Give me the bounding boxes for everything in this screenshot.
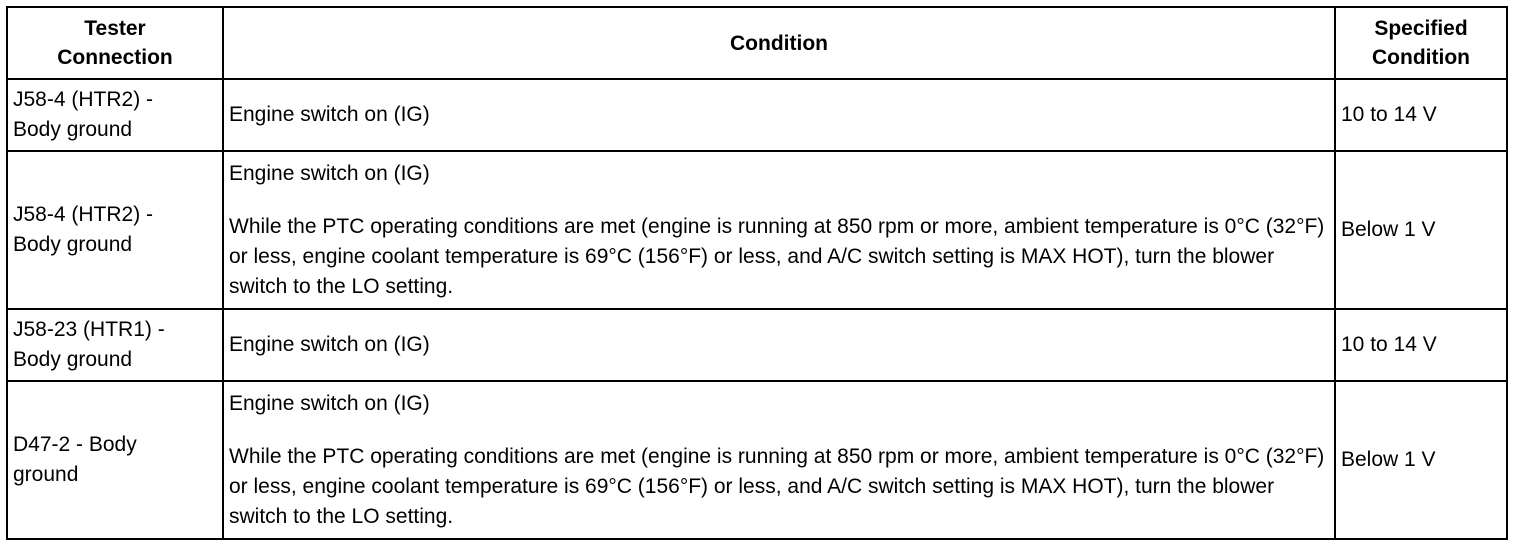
tester-connection-cell [7, 309, 223, 381]
tester-connection-line: ground [13, 463, 79, 486]
specified-condition-cell: 10 to 14 V [1335, 309, 1507, 381]
condition-text: While the PTC operating conditions are met (engine is running at 850 rpm or more, ambient temperature is 0°C (32°F) or less, engine coolant temperature is 69°C (156°F) or less, and A/C switch setting is MAX HOT), turn the blower switch to the LO setting. [229, 444, 1325, 528]
header-row [7, 7, 1507, 79]
header-specified-condition-line: Condition [1372, 46, 1470, 69]
header-condition: Condition [223, 7, 1335, 79]
tester-connection-cell [7, 381, 223, 539]
tester-connection-line: J58-23 (HTR1) - [13, 318, 165, 341]
specified-condition-cell: Below 1 V [1335, 381, 1507, 539]
condition-text: Engine switch on (IG) [229, 103, 430, 126]
tester-connection-line: J58-4 (HTR2) - [13, 88, 154, 111]
condition-text: Engine switch on (IG) [229, 391, 430, 415]
tester-connection-line: J58-4 (HTR2) - [13, 203, 154, 226]
table-row [7, 381, 1507, 539]
header-specified-condition [1335, 7, 1507, 79]
condition-cell [223, 381, 1335, 539]
tester-connection-line: Body ground [13, 348, 133, 371]
specified-condition-cell: 10 to 14 V [1335, 79, 1507, 151]
header-tester-connection [7, 7, 223, 79]
tester-connection-line: Body ground [13, 118, 133, 141]
condition-cell [223, 309, 1335, 381]
tester-connection-line: Body ground [13, 233, 133, 256]
table-row [7, 309, 1507, 381]
condition-cell [223, 151, 1335, 309]
table-row [7, 79, 1507, 151]
tester-connection-cell [7, 79, 223, 151]
table-row [7, 151, 1507, 309]
condition-text: While the PTC operating conditions are met (engine is running at 850 rpm or more, ambient temperature is 0°C (32°F) or less, engine coolant temperature is 69°C (156°F) or less, and A/C switch setting is MAX HOT), turn the blower switch to the LO setting. [229, 214, 1325, 298]
header-tester-connection-line: Tester [84, 17, 146, 40]
tester-connection-line: D47-2 - Body [13, 433, 137, 456]
tester-connection-cell [7, 151, 223, 309]
spec-table [6, 6, 1508, 540]
header-specified-condition-line: Specified [1374, 17, 1468, 40]
condition-text: Engine switch on (IG) [229, 333, 430, 356]
condition-cell [223, 79, 1335, 151]
condition-text: Engine switch on (IG) [229, 161, 430, 185]
specified-condition-cell: Below 1 V [1335, 151, 1507, 309]
header-tester-connection-line: Connection [57, 46, 173, 69]
